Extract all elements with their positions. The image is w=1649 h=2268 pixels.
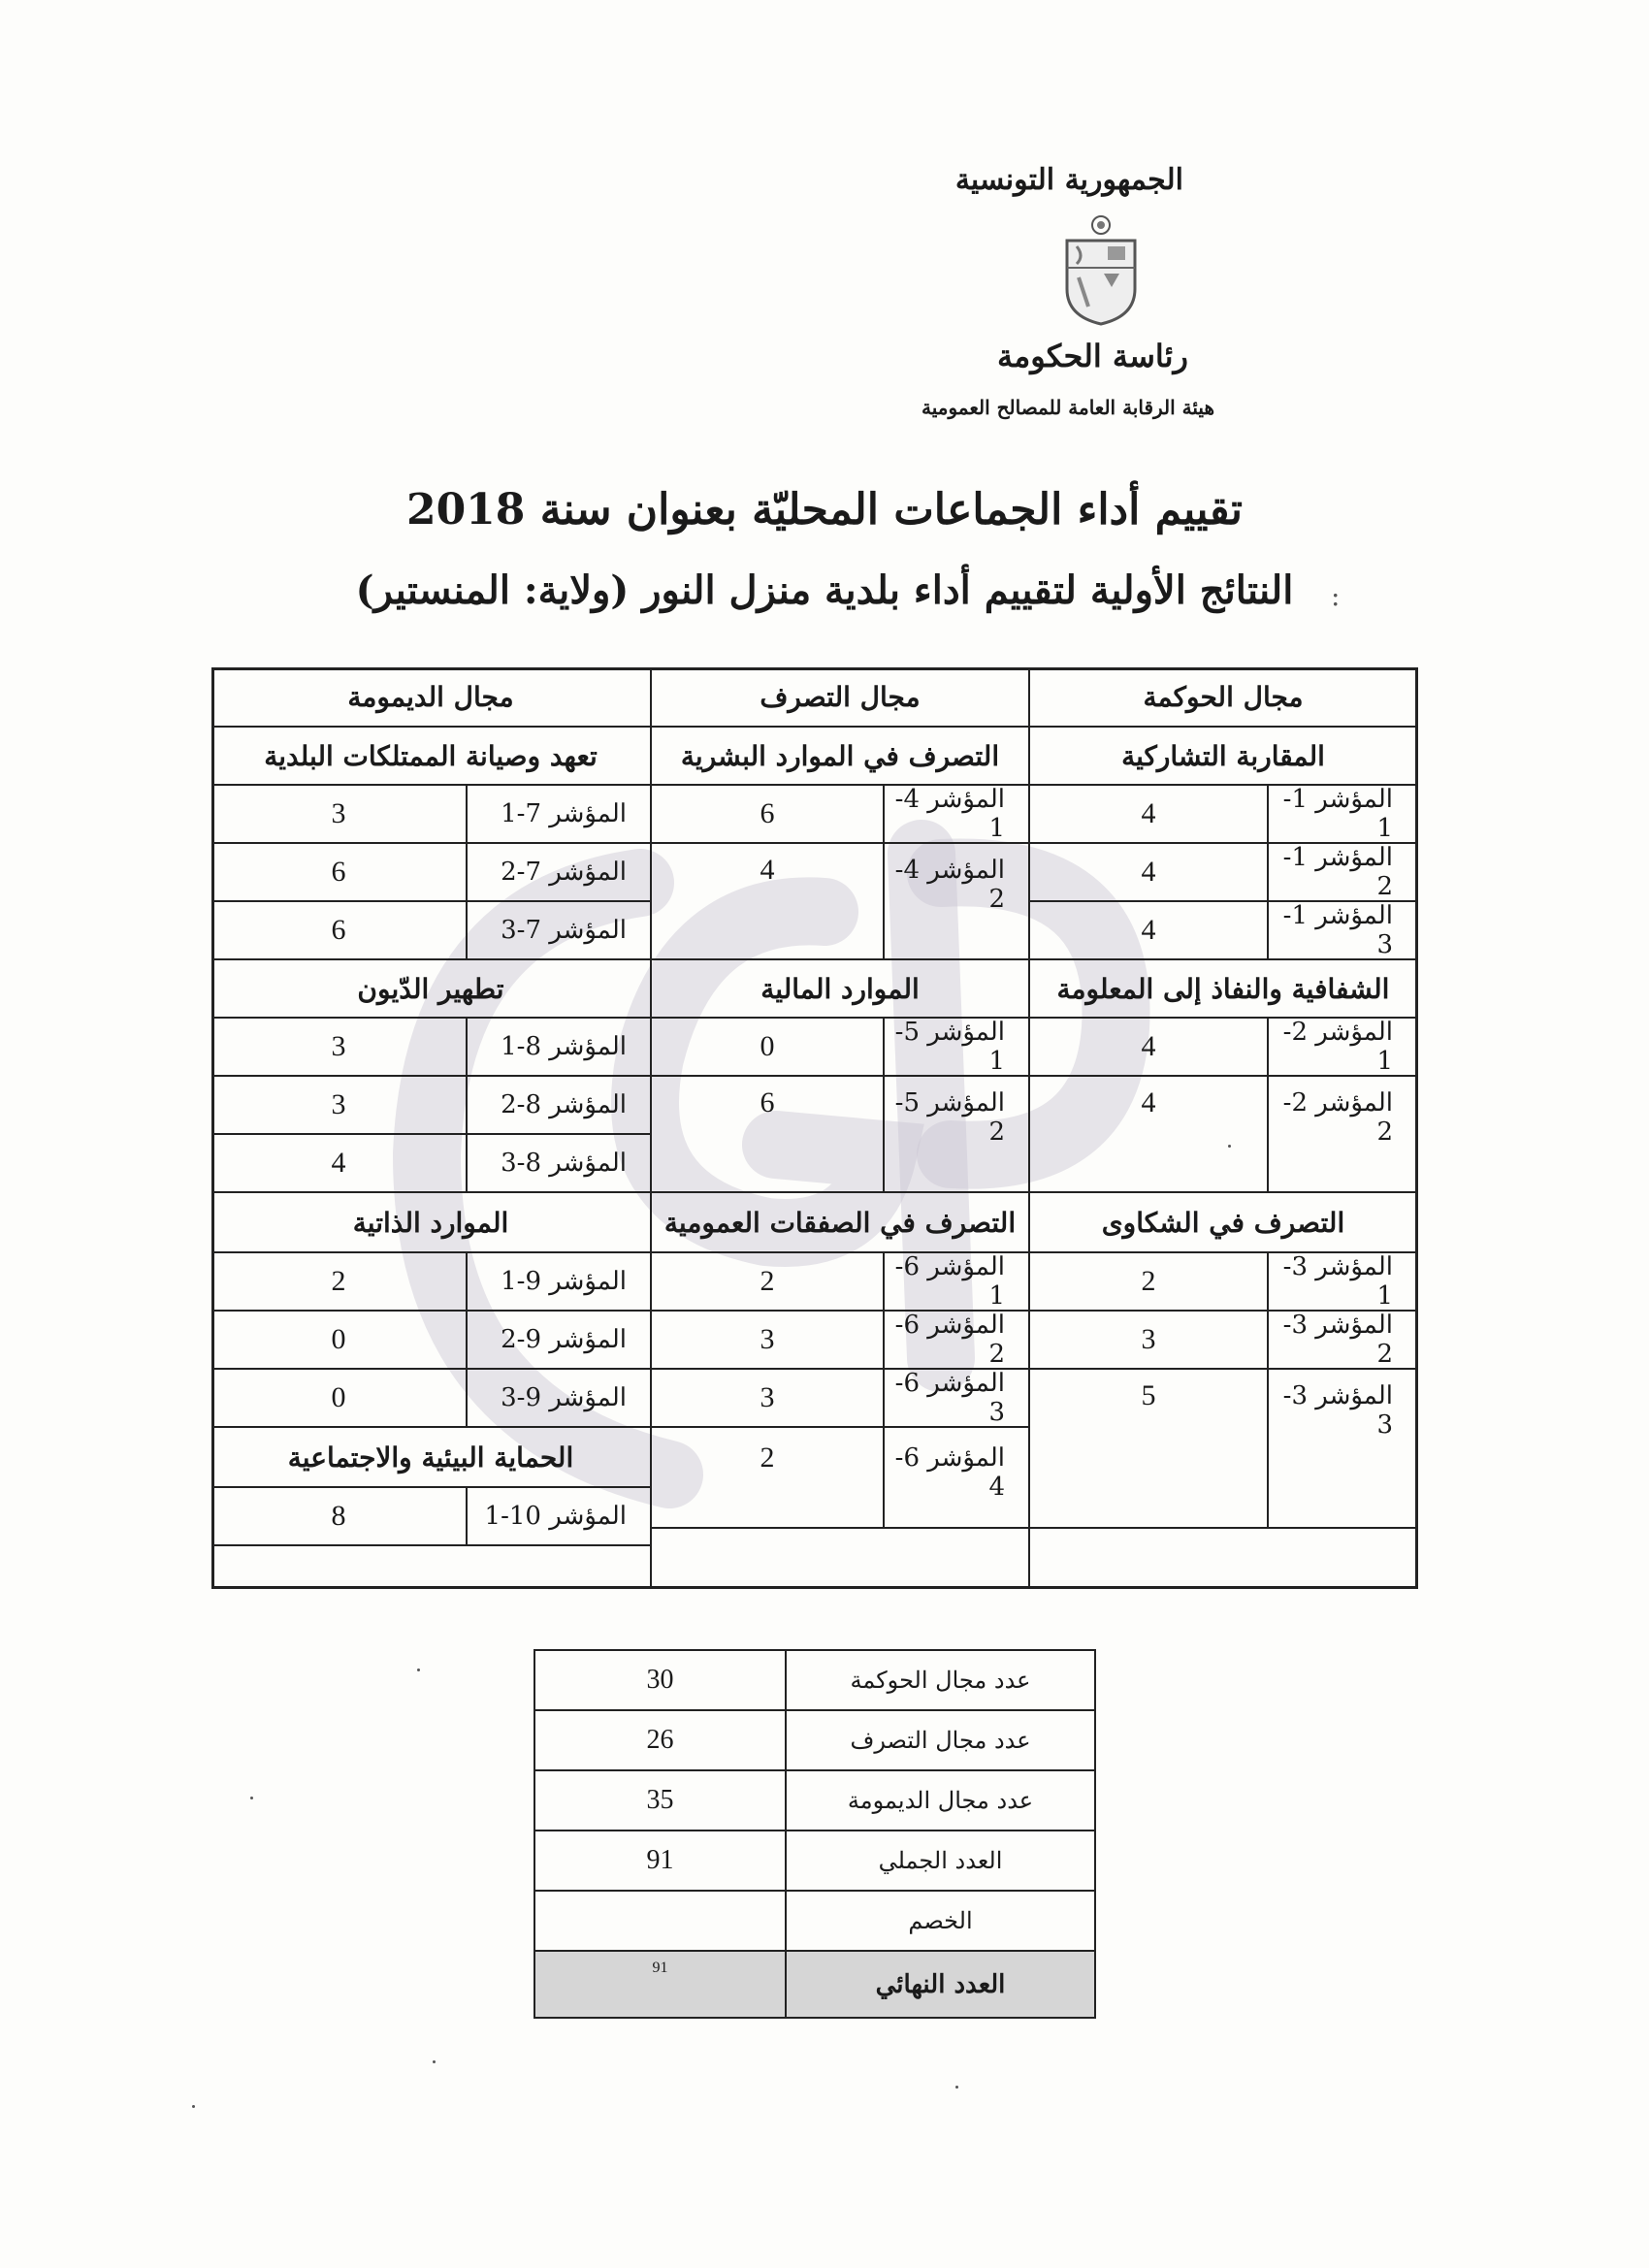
document-subtitle: النتائج الأولية لتقييم أداء بلدية منزل النور (ولاية: المنستير) [355, 567, 1294, 613]
indicator-value: 6 [211, 844, 468, 902]
indicator-label: المؤشر 7-2 [468, 844, 652, 902]
indicator-label: المؤشر 7-3 [468, 902, 652, 960]
scan-speck [417, 1669, 420, 1671]
indicator-value: 6 [652, 786, 885, 844]
summary-row-final [534, 1951, 1095, 2018]
summary-label: عدد مجال الحوكمة [786, 1650, 1095, 1710]
empty-cell [652, 1529, 1030, 1589]
indicator-label: المؤشر 6-3 [885, 1370, 1030, 1428]
margin-mark: : [1331, 580, 1341, 612]
indicator-label: المؤشر 3-1 [1269, 1253, 1418, 1312]
indicator-value: 0 [652, 1019, 885, 1077]
indicator-value: 3 [211, 1077, 468, 1135]
indicator-value: 4 [1030, 786, 1269, 844]
indicator-value: 2 [652, 1253, 885, 1312]
scan-speck [1228, 1145, 1231, 1148]
indicator-label: المؤشر 4-1 [885, 786, 1030, 844]
section-complaints: التصرف في الشكاوى [1030, 1193, 1418, 1253]
indicator-label: المؤشر 9-1 [468, 1253, 652, 1312]
country-name: الجمهورية التونسية [954, 163, 1183, 197]
indicator-value: 2 [1030, 1253, 1269, 1312]
empty-cell [1030, 1529, 1418, 1589]
domain-header-governance: مجال الحوكمة [1030, 667, 1418, 728]
summary-value [534, 1891, 786, 1951]
indicator-label: المؤشر 1-1 [1269, 786, 1418, 844]
section-hr: التصرف في الموارد البشرية [652, 728, 1030, 786]
summary-label: عدد مجال الديمومة [786, 1770, 1095, 1831]
government-name: رئاسة الحكومة [996, 338, 1188, 374]
indicator-value: 4 [211, 1135, 468, 1193]
indicator-label: المؤشر 8-3 [468, 1135, 652, 1193]
section-finance: الموارد المالية [652, 960, 1030, 1019]
summary-label: العدد النهائي [786, 1951, 1095, 2018]
indicator-value: 3 [1030, 1312, 1269, 1370]
indicator-label: المؤشر 9-3 [468, 1370, 652, 1428]
scan-speck [955, 2086, 958, 2089]
indicator-value: 3 [211, 786, 468, 844]
summary-value: 35 [534, 1770, 786, 1831]
domain-header-sustainability: مجال الديمومة [211, 667, 652, 728]
indicator-label: المؤشر 6-2 [885, 1312, 1030, 1370]
scan-speck [433, 2060, 436, 2063]
indicator-value: 3 [211, 1019, 468, 1077]
indicator-value: 3 [652, 1370, 885, 1428]
indicator-label: المؤشر 6-1 [885, 1253, 1030, 1312]
summary-row [534, 1891, 1095, 1951]
indicator-label: المؤشر 8-2 [468, 1077, 652, 1135]
indicator-value: 4 [652, 844, 885, 960]
indicator-label: المؤشر 8-1 [468, 1019, 652, 1077]
summary-row [534, 1770, 1095, 1831]
indicator-value: 5 [1030, 1370, 1269, 1529]
summary-value: 91 [534, 1831, 786, 1891]
indicator-value: 3 [652, 1312, 885, 1370]
indicator-value: 0 [211, 1312, 468, 1370]
indicator-label: المؤشر 7-1 [468, 786, 652, 844]
summary-row [534, 1710, 1095, 1770]
domain-header-management: مجال التصرف [652, 667, 1030, 728]
section-environment: الحماية البيئية والاجتماعية [211, 1428, 652, 1488]
document-title: تقييم أداء الجماعات المحليّة بعنوان سنة 2018 [405, 485, 1244, 535]
section-participatory: المقاربة التشاركية [1030, 728, 1418, 786]
indicator-label: المؤشر 9-2 [468, 1312, 652, 1370]
authority-name: هيئة الرقابة العامة للمصالح العمومية [921, 396, 1214, 419]
indicator-label: المؤشر 6-4 [885, 1428, 1030, 1529]
summary-row [534, 1650, 1095, 1710]
indicator-value: 4 [1030, 1019, 1269, 1077]
indicator-label: المؤشر 10-1 [468, 1488, 652, 1546]
section-procurement: التصرف في الصفقات العمومية [652, 1193, 1030, 1253]
indicator-label: المؤشر 1-2 [1269, 844, 1418, 902]
empty-cell [211, 1546, 652, 1589]
evaluation-table [211, 667, 1418, 1589]
section-property: تعهد وصيانة الممتلكات البلدية [211, 728, 652, 786]
scan-speck [192, 2105, 195, 2108]
indicator-label: المؤشر 4-2 [885, 844, 1030, 960]
indicator-label: المؤشر 5-2 [885, 1077, 1030, 1193]
indicator-value: 8 [211, 1488, 468, 1546]
section-own-resources: الموارد الذاتية [211, 1193, 652, 1253]
indicator-value: 0 [211, 1370, 468, 1428]
section-debts: تطهير الدّيون [211, 960, 652, 1019]
indicator-value: 4 [1030, 902, 1269, 960]
summary-row [534, 1831, 1095, 1891]
indicator-value: 4 [1030, 1077, 1269, 1193]
summary-value: 30 [534, 1650, 786, 1710]
indicator-label: المؤشر 1-3 [1269, 902, 1418, 960]
indicator-value: 6 [211, 902, 468, 960]
indicator-value: 6 [652, 1077, 885, 1193]
summary-table [534, 1649, 1096, 2019]
summary-label: عدد مجال التصرف [786, 1710, 1095, 1770]
summary-value: 91 [534, 1951, 786, 2018]
indicator-label: المؤشر 2-1 [1269, 1019, 1418, 1077]
indicator-value: 2 [211, 1253, 468, 1312]
summary-label: العدد الجملي [786, 1831, 1095, 1891]
scan-speck [250, 1797, 253, 1799]
summary-label: الخصم [786, 1891, 1095, 1951]
summary-value: 26 [534, 1710, 786, 1770]
indicator-value: 4 [1030, 844, 1269, 902]
indicator-value: 2 [652, 1428, 885, 1529]
indicator-label: المؤشر 5-1 [885, 1019, 1030, 1077]
coat-of-arms-seal [1048, 211, 1154, 328]
indicator-label: المؤشر 2-2 [1269, 1077, 1418, 1193]
indicator-label: المؤشر 3-2 [1269, 1312, 1418, 1370]
section-transparency: الشفافية والنفاذ إلى المعلومة [1030, 960, 1418, 1019]
indicator-label: المؤشر 3-3 [1269, 1370, 1418, 1529]
